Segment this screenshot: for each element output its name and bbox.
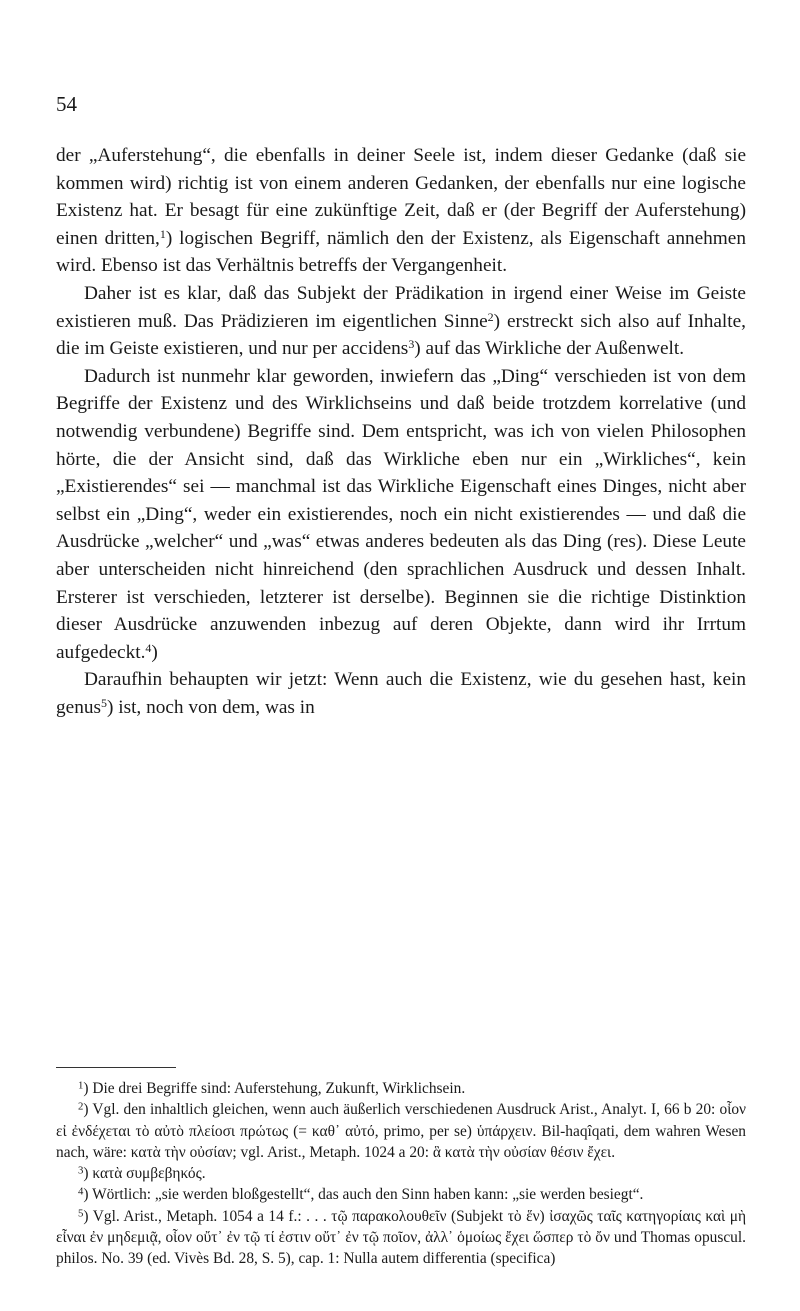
footnote-4 [56, 1184, 746, 1205]
paragraph-4-text-a: Daraufhin behaupten wir jetzt: Wenn auch die Existenz, wie du gesehen hast, kein genus [56, 669, 746, 718]
footnotes [56, 1078, 746, 1270]
footnote-ref-3: 3 [408, 337, 415, 352]
footnote-4-mark: 4 [78, 1186, 84, 1199]
paragraph-3 [56, 363, 746, 667]
paragraph-1 [56, 142, 746, 280]
paragraph-3-text-b: ) [151, 641, 158, 663]
footnote-ref-2: 2 [487, 309, 494, 324]
footnote-1 [56, 1078, 746, 1099]
paragraph-3-text-a: Dadurch ist nunmehr klar geworden, inwiefern das „Ding“ verschieden ist von dem Begriffe der Existenz und des Wirklichseins und daß beide trotzdem korrelative (und notwendig verbundene) Begriffe sind. Dem entspricht, was ich von vielen Philosophen hörte, die der Ansicht sind, daß das Wirkliche eben nur ein „Wirkliches“, kein „Existierendes“ sei — manchmal ist das Wirkliche Eigenschaft eines Dinges, nicht aber selbst ein „Ding“, weder ein existierendes, noch ein nicht existierendes — und daß die Ausdrücke „welcher“ und „was“ etwas anderes bedeuten als das Ding (res). Diese Leute aber unterscheiden nicht hinreichend (den sprachlichen Ausdruck und dessen Inhalt. Ersterer ist verschieden, letzterer ist derselbe). Beginnen sie die richtige Distinktion dieser Ausdrücke anzuwenden inbezug auf deren Objekte, dann wird ihr Irrtum aufgedeckt. [56, 365, 746, 663]
footnote-ref-1: 1 [159, 226, 166, 241]
paragraph-2-text-b: ) erstreckt sich also auf Inhalte, die im Geiste existieren, und nur per accidens [56, 310, 746, 360]
paragraph-2-text-c: ) auf das Wirkliche der Außenwelt. [414, 338, 685, 360]
footnote-divider [56, 1067, 176, 1068]
paragraph-1-text-a: der „Auferstehung“, die ebenfalls in deiner Seele ist, indem dieser Gedanke (daß sie kommen wird) richtig ist von einem anderen Gedanken, der ebenfalls nur eine logische Existenz hat. Er besagt für eine zukünftige Zeit, daß er (der Begriff der Auferstehung) einen dritten, [56, 145, 746, 249]
footnote-5-mark: 5 [78, 1207, 84, 1220]
paragraph-4-text-b: ) ist, noch von dem, was in [106, 696, 315, 718]
paragraph-1-text-b: ) logischen Begriff, nämlich den der Existenz, als Eigenschaft annehmen wird. Ebenso ist das Verhältnis betreffs der Vergangenheit. [56, 227, 746, 277]
paragraph-4 [56, 666, 746, 721]
paragraph-2 [56, 280, 746, 363]
footnote-1-text: ) Die drei Begriffe sind: Auferstehung, Zukunft, Wirklichsein. [83, 1080, 466, 1097]
paragraph-2-text-a: Daher ist es klar, daß das Subjekt der Prädikation in irgend einer Weise im Geiste existieren muß. Das Prädizieren im eigentlichen Sinne [56, 282, 746, 332]
footnote-3-text: ) κατὰ συμβεβηκός. [83, 1165, 206, 1183]
footnote-4-text: ) Wörtlich: „sie werden bloßgestellt“, das auch den Sinn haben kann: „sie werden besiegt“. [83, 1186, 644, 1204]
footnote-2 [56, 1099, 746, 1163]
body-text [56, 142, 746, 721]
page-number: 54 [56, 92, 77, 116]
footnote-3 [56, 1163, 746, 1184]
footnote-2-mark: 2 [78, 1101, 84, 1113]
footnote-3-mark: 3 [78, 1164, 84, 1177]
footnote-ref-4: 4 [145, 640, 152, 655]
footnote-ref-5: 5 [100, 695, 107, 710]
footnote-1-mark: 1 [78, 1079, 84, 1092]
footnote-2-text: ) Vgl. den inhaltlich gleichen, wenn auch äußerlich verschiedenen Ausdruck Arist., Analyt. I, 66 b 20: οἷον εἰ ἐνδέχεται τὸ αὐτὸ πλείοσι πρώτως (= καθ᾽ αὐτό, primo, per se) ὑπάρχειν. Bil-haqîqati, dem wahren Wesen nach, wäre: κατὰ τὴν οὐσίαν; vgl. Arist., Metaph. 1024 a 20: ἃ κατὰ τὴν οὐσίαν θέσιν ἔχει. [56, 1101, 746, 1161]
footnote-5 [56, 1206, 746, 1270]
footnote-5-text: ) Vgl. Arist., Metaph. 1054 a 14 f.: . . . τῷ παρακολουθεῖν (Subjekt τὸ ἕν) ἰσαχῶς ταῖς κατηγορίαις καὶ μὴ εἶναι ἐν μηδεμιᾷ, οἷον οὔτ᾽ ἐν τῷ τί ἐστιν οὔτ᾽ ἐν τῷ ποῖον, ἀλλ᾽ ὁμοίως ἔχει ὥσπερ τὸ ὄν und Thomas opuscul. philos. No. 39 (ed. Vivès Bd. 28, S. 5), cap. 1: Nulla autem differentia (specifica) [56, 1207, 746, 1268]
